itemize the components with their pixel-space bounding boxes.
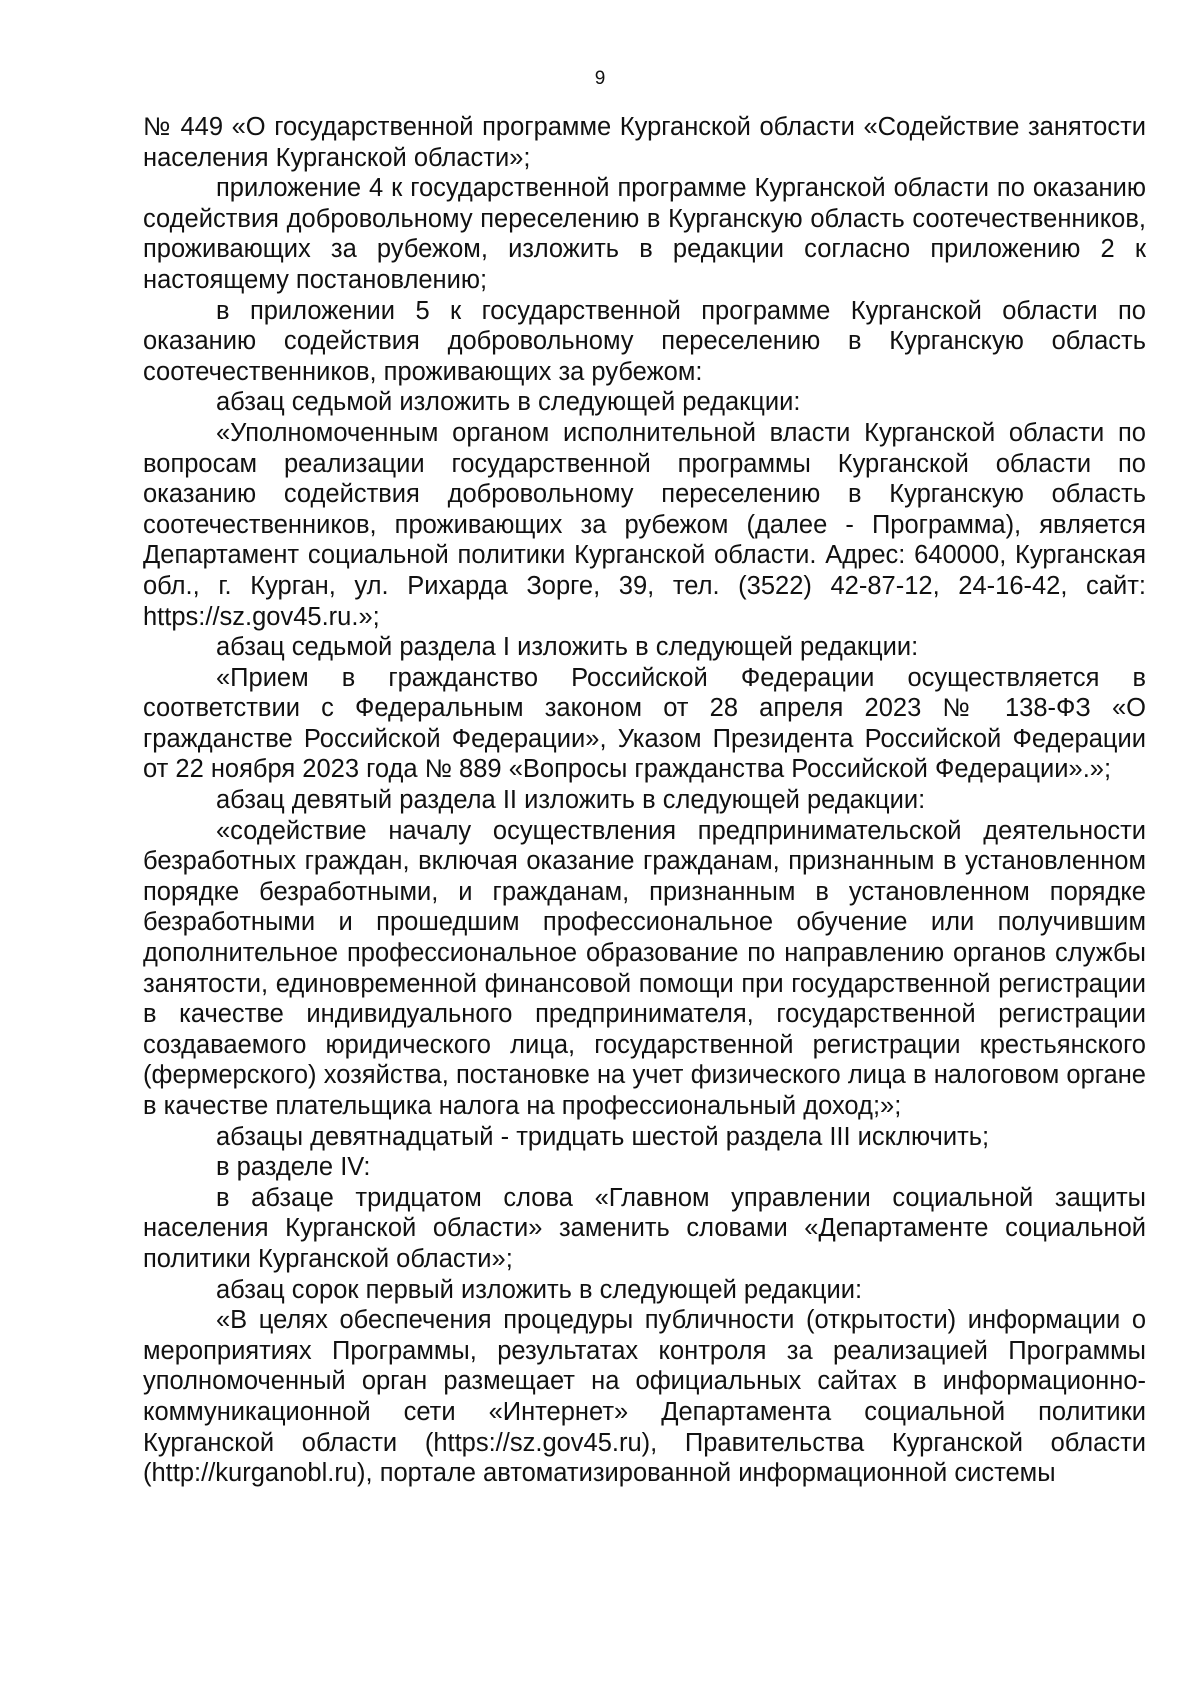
paragraph: «В целях обеспечения процедуры публичности (открытости) информации о мероприятиях Программы, результатах контроля за реализацией Программы уполномоченный орган размещает на официальных сайтах в информационно-коммуникационной сети «Интернет» Департамента социальной политики Курганской области (https://sz.gov45.ru), Правительства Курганской области (http://kurganobl.ru), портале автоматизированной информационной системы [143, 1306, 1146, 1488]
paragraph: в абзаце тридцатом слова «Главном управлении социальной защиты населения Курганской области» заменить словами «Департаменте социальной политики Курганской области»; [143, 1183, 1146, 1273]
paragraph: абзац седьмой изложить в следующей редакции: [216, 388, 801, 417]
paragraph: абзацы девятнадцатый - тридцать шестой раздела III исключить; [216, 1122, 990, 1151]
paragraph: № 449 «О государственной программе Курганской области «Содействие занятости населения Курганской области»; [143, 113, 1146, 172]
paragraph: в разделе IV: [216, 1153, 371, 1182]
paragraph: в приложении 5 к государственной программе Курганской области по оказанию содействия добровольному переселению в Курганскую область соотечественников, проживающих за рубежом: [143, 296, 1146, 386]
paragraph: приложение 4 к государственной программе Курганской области по оказанию содействия добровольному переселению в Курганскую область соотечественников, проживающих за рубежом, изложить в редакции согласно приложению 2 к настоящему постановлению; [143, 174, 1146, 294]
document-body [143, 112, 1146, 1489]
paragraph: абзац сорок первый изложить в следующей редакции: [216, 1275, 863, 1304]
paragraph: «Прием в гражданство Российской Федерации осуществляется в соответствии с Федеральным законом от 28 апреля 2023 № 138-ФЗ «О гражданстве Российской Федерации», Указом Президента Российской Федерации от 22 ноября 2023 года № 889 «Вопросы гражданства Российской Федерации».»; [143, 663, 1146, 784]
paragraph: абзац девятый раздела II изложить в следующей редакции: [216, 786, 926, 815]
page-number: 9 [594, 68, 606, 89]
paragraph: абзац седьмой раздела I изложить в следующей редакции: [216, 633, 919, 662]
paragraph: «содействие началу осуществления предпринимательской деятельности безработных граждан, включая оказание гражданам, признанным в установленном порядке безработными, и гражданам, признанным в установленном порядке безработными и прошедшим профессиональное обучение или получившим дополнительное профессиональное образование по направлению органов службы занятости, единовременной финансовой помощи при государственной регистрации в качестве индивидуального предпринимателя, государственной регистрации создаваемого юридического лица, государственной регистрации крестьянского (фермерского) хозяйства, постановке на учет физического лица в налоговом органе в качестве плательщика налога на профессиональный доход;»; [143, 816, 1146, 1120]
paragraph: «Уполномоченным органом исполнительной власти Курганской области по вопросам реализации государственной программы Курганской области по оказанию содействия добровольному переселению в Курганскую область соотечественников, проживающих за рубежом (далее - Программа), является Департамент социальной политики Курганской области. Адрес: 640000, Курганская обл., г. Курган, ул. Рихарда Зорге, 39, тел. (3522) 42-87-12, 24-16-42, сайт: https://sz.gov45.ru.»; [143, 418, 1146, 631]
